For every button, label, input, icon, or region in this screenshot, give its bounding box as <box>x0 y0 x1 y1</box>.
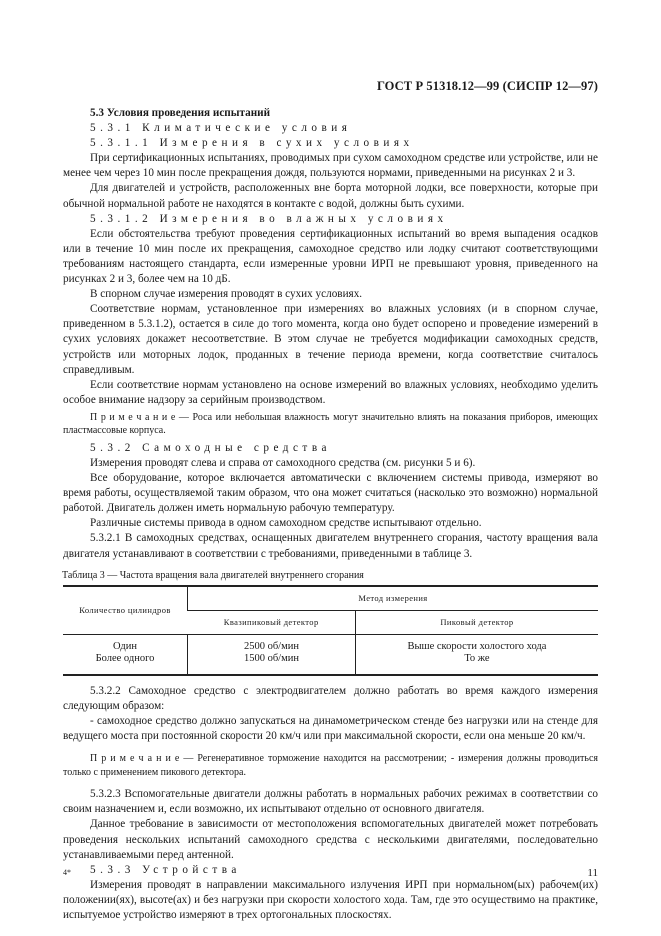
cell-line: Выше скорости холостого хода <box>407 640 547 652</box>
paragraph: В спорном случае измерения проводят в сухих условиях. <box>90 288 363 301</box>
paragraph: Соответствие нормам, установленное при измерениях во влажных условиях (и в спорном случае, приведенном в 5.3.1.2), остается в силе до того момента, когда оно будет оспорено и проведение измерений в сухих условиях докажет несоответствие. В этом случае не требуется модификации самоходных средств, устройств или моторных лодок, проданных в течение периода времени, когда соответствие считалось справедливым. <box>63 303 598 376</box>
paragraph: 5.3.2.2 Самоходное средство с электродвигателем должно работать во время каждого измерения следующим образом: <box>63 684 598 712</box>
paragraph: Если соответствие нормам установлено на основе измерений во влажных условиях, необходимо уделить особое внимание надзору за серийным производством. <box>63 378 598 406</box>
section-5-3-1-2-heading: 5.3.1.2 Измерения во влажных условиях <box>90 212 448 225</box>
cell-line: То же <box>464 653 490 665</box>
column-header-cylinders: Количество цилиндров <box>63 586 188 635</box>
column-header-quasi-peak: Квазипиковый детектор <box>188 610 356 634</box>
table-cell <box>63 634 188 675</box>
paragraph: 5.3.2.3 Вспомогательные двигатели должны работать в нормальных рабочих режимах в соответствии со своим назначением и, если возможно, их испытывают отдельно от основного двигателя. <box>63 788 598 816</box>
note-text: Роса или небольшая влажность могут значительно влиять на показания приборов, имеющих пластмассовые корпуса. <box>63 411 598 437</box>
cell-line: 2500 об/мин <box>243 640 299 652</box>
footer-signature-mark: 4* <box>63 868 71 877</box>
paragraph: 5.3.2.1 В самоходных средствах, оснащенных двигателем внутреннего сгорания, частоту вращения вала двигателя устанавливают в соответствии с требованиями, приведенными в таблице 3. <box>63 532 598 560</box>
section-5-3-1-1-heading: 5.3.1.1 Измерения в сухих условиях <box>90 137 414 150</box>
section-5-3-1-heading: 5.3.1 Климатические условия <box>90 122 352 135</box>
cell-line: Более одного <box>95 653 155 665</box>
page-number: 11 <box>587 867 598 879</box>
table-cell <box>188 634 356 675</box>
section-5-3-3-heading: 5.3.3 Устройства <box>90 863 241 876</box>
column-header-method: Метод измерения <box>188 586 599 611</box>
paragraph: Для двигателей и устройств, расположенных вне борта моторной лодки, все поверхности, которые при обычной нормальной работе не находятся в контакте с водой, должны быть сухими. <box>63 182 598 210</box>
page-content <box>63 106 598 923</box>
note-text: Регенеративное торможение находится на рассмотрении; - измерения должны проводиться только с применением пикового детектора. <box>63 753 598 778</box>
paragraph: При сертификационных испытаниях, проводимых при сухом самоходном средстве или устройстве, или не менее чем через 10 мин после прекращения дождя, пользуются нормами, приведенными на рисунках 2 и 3. <box>63 152 598 180</box>
note-label: П р и м е ч а н и е — <box>90 753 194 765</box>
paragraph: Данное требование в зависимости от местоположения вспомогательных двигателей может потребовать проведения нескольких испытаний самоходного средства с несколькими двигателями, последовательно устанавливаемыми перед антенной. <box>63 818 598 861</box>
paragraph: Все оборудование, которое включается автоматически с включением системы привода, измеряют во время работы, осуществляемой таким образом, что она может считаться (насколько это возможно) нормальной работой. Двигатель должен иметь нормальную рабочую температуру. <box>63 472 598 515</box>
note-2 <box>63 752 598 779</box>
paragraph: Измерения проводят в направлении максимального излучения ИРП при нормальном(ых) рабочем(их) положении(ях), высоте(ах) и без нагрузки при скорости холостого хода. Там, где это осуществимо на практике, испытуемое устройство измеряют в трех ортогональных плоскостях. <box>63 878 598 922</box>
note-label: П р и м е ч а н и е — <box>90 411 189 423</box>
paragraph: - самоходное средство должно запускаться на динамометрическом стенде без нагрузки или на стенде для ведущего моста при постоянной скорости 20 км/ч или при максимальной скорости, если она меньше 20 км/ч. <box>63 715 598 743</box>
cell-line: 1500 об/мин <box>243 653 299 665</box>
section-5-3-2-heading: 5.3.2 Самоходные средства <box>90 441 331 454</box>
paragraph: Различные системы привода в одном самоходном средстве испытывают отдельно. <box>90 517 482 530</box>
table-3 <box>63 585 598 676</box>
table-caption: Таблица 3 — Частота вращения вала двигателей внутреннего сгорания <box>62 569 364 581</box>
cell-line: Один <box>112 640 138 652</box>
section-5-3-heading: 5.3 Условия проведения испытаний <box>90 107 271 119</box>
document-header: ГОСТ Р 51318.12—99 (СИСПР 12—97) <box>376 79 598 93</box>
table-cell <box>355 634 598 675</box>
note-1 <box>63 411 598 438</box>
paragraph: Измерения проводят слева и справа от самоходного средства (см. рисунки 5 и 6). <box>90 456 476 469</box>
column-header-peak: Пиковый детектор <box>355 610 598 634</box>
paragraph: Если обстоятельства требуют проведения сертификационных испытаний во время выпадения осадков или в течение 10 мин после их прекращения, самоходное средство или лодку считают соответствующими требованиям настоящего стандарта, если измеренные уровни ИРП не превышают уровня, приведенного на рисунках 2 и 3, более чем на 10 дБ. <box>63 227 598 286</box>
